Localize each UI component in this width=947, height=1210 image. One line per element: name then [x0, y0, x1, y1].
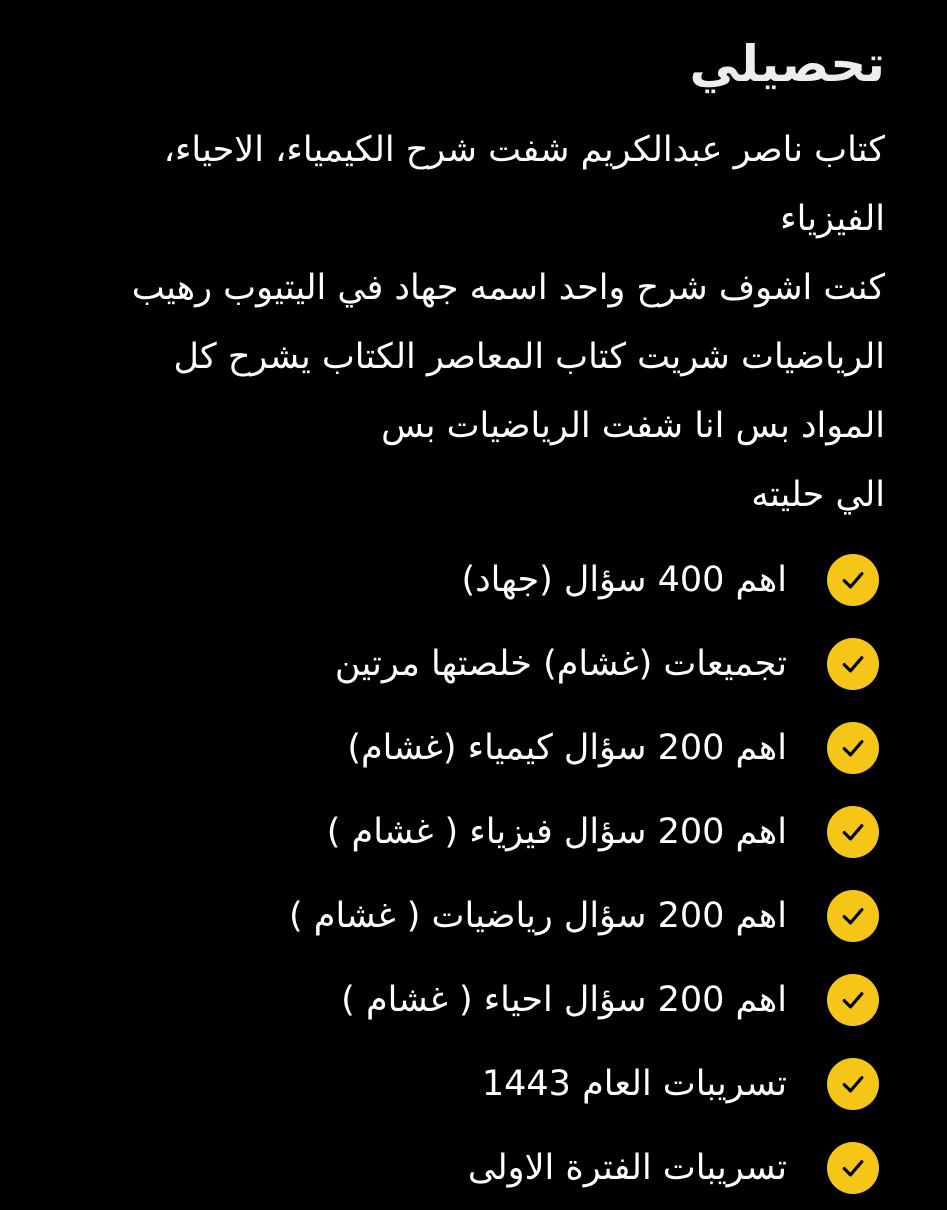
checklist-item-text[interactable]: اهم 200 سؤال رياضيات ( غشام ): [289, 896, 787, 936]
checklist-item: [40, 622, 885, 706]
note-body-line: الفيزياء: [780, 199, 885, 239]
checklist-item-text[interactable]: اهم 200 سؤال فيزياء ( غشام ): [326, 812, 787, 852]
note-title[interactable]: تحصيلي: [689, 35, 885, 93]
checkmark-circle-icon[interactable]: [827, 722, 879, 774]
checklist-item: [40, 874, 885, 958]
checklist-item: [40, 1126, 885, 1210]
checklist-item: [40, 706, 885, 790]
note-body[interactable]: [40, 116, 885, 530]
note-body-line: كنت اشوف شرح واحد اسمه جهاد في اليتيوب رهيب: [131, 268, 885, 308]
checkmark-circle-icon[interactable]: [827, 554, 879, 606]
checklist-item: [40, 1042, 885, 1126]
checklist-item-text[interactable]: تسريبات الفترة الاولى: [467, 1148, 787, 1188]
checklist-item-text[interactable]: تجميعات (غشام) خلصتها مرتين: [334, 644, 787, 684]
checkmark-circle-icon[interactable]: [827, 974, 879, 1026]
note-body-line: كتاب ناصر عبدالكريم شفت شرح الكيمياء، الاحياء،: [163, 130, 885, 170]
checkmark-circle-icon[interactable]: [827, 806, 879, 858]
checklist-item-text[interactable]: اهم 400 سؤال (جهاد): [461, 560, 787, 600]
note-body-line: المواد بس انا شفت الرياضيات بس: [381, 406, 885, 446]
checklist-item: [40, 538, 885, 622]
checklist: [40, 538, 885, 1210]
checklist-item-text[interactable]: اهم 200 سؤال كيمياء (غشام): [347, 728, 787, 768]
note-body-line: الي حليته: [751, 475, 885, 515]
note-body-line: الرياضيات شريت كتاب المعاصر الكتاب يشرح كل: [173, 337, 885, 377]
checkmark-circle-icon[interactable]: [827, 890, 879, 942]
checkmark-circle-icon[interactable]: [827, 1058, 879, 1110]
checkmark-circle-icon[interactable]: [827, 1142, 879, 1194]
checkmark-circle-icon[interactable]: [827, 638, 879, 690]
checklist-item-text[interactable]: تسريبات العام 1443: [481, 1064, 787, 1104]
checklist-item: [40, 790, 885, 874]
checklist-item: [40, 958, 885, 1042]
checklist-item-text[interactable]: اهم 200 سؤال احياء ( غشام ): [341, 980, 787, 1020]
